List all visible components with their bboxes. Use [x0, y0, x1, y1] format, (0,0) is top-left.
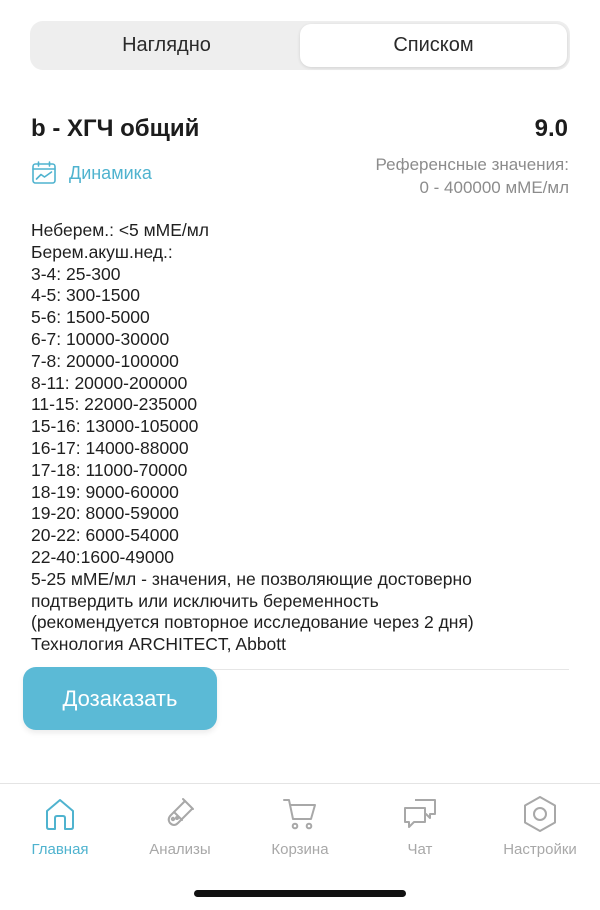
note-line: 22-40:1600-49000	[31, 546, 175, 567]
segment-visual[interactable]: Наглядно	[122, 34, 211, 56]
reference-values	[376, 153, 569, 199]
home-icon	[40, 794, 80, 834]
note-line: 7-8: 20000-100000	[31, 350, 179, 371]
note-line: 16-17: 14000-88000	[31, 437, 189, 458]
tab-tests[interactable]	[120, 784, 240, 869]
chat-icon	[400, 794, 440, 834]
tab-label: Анализы	[149, 841, 211, 858]
note-line: 5-25 мМЕ/мл - значения, не позволяющие достоверно	[31, 568, 472, 589]
reference-label: Референсные значения:	[375, 155, 569, 174]
chart-calendar-icon	[31, 160, 57, 186]
tab-label: Чат	[407, 841, 433, 858]
note-line: 11-15: 22000-235000	[31, 394, 198, 415]
tab-label: Настройки	[503, 841, 577, 858]
note-line: подтвердить или исключить беременность	[31, 590, 379, 611]
note-line: Неберем.: <5 мМЕ/мл	[31, 220, 210, 240]
test-value: 9.0	[534, 115, 568, 142]
note-line: 19-20: 8000-59000	[31, 503, 179, 524]
note-line: 15-16: 13000-105000	[31, 416, 199, 437]
segment-list[interactable]: Списком	[300, 24, 567, 67]
reorder-button[interactable]: Дозаказать	[23, 667, 217, 730]
dynamics-label: Динамика	[69, 162, 152, 183]
home-indicator	[194, 890, 406, 897]
note-line: Технология ARCHITECT, Abbott	[31, 634, 287, 655]
note-line: 6-7: 10000-30000	[31, 328, 170, 349]
tab-chat[interactable]	[360, 784, 480, 869]
note-line: 18-19: 9000-60000	[31, 481, 179, 502]
test-title: b - ХГЧ общий	[31, 115, 200, 142]
test-notes	[31, 220, 576, 656]
tab-cart[interactable]	[240, 784, 360, 869]
note-line: (рекомендуется повторное исследование через 2 дня)	[31, 612, 474, 633]
note-line: 3-4: 25-300	[31, 263, 121, 284]
note-line: 4-5: 300-1500	[31, 285, 140, 306]
dynamics-link[interactable]	[31, 160, 152, 186]
test-tube-icon	[160, 794, 200, 834]
note-line: 17-18: 11000-70000	[31, 459, 188, 480]
tab-label: Корзина	[271, 841, 329, 858]
tab-label: Главная	[31, 841, 89, 858]
cart-icon	[280, 794, 320, 834]
settings-icon	[520, 794, 560, 834]
note-line: 20-22: 6000-54000	[31, 525, 179, 546]
note-line: Берем.акуш.нед.:	[31, 241, 173, 262]
view-mode-switch	[30, 21, 570, 70]
tab-settings[interactable]	[480, 784, 600, 869]
note-line: 8-11: 20000-200000	[31, 372, 188, 393]
note-line: 5-6: 1500-5000	[31, 307, 150, 328]
reference-range: 0 - 400000 мМЕ/мл	[419, 178, 569, 197]
tab-home[interactable]	[0, 784, 120, 869]
